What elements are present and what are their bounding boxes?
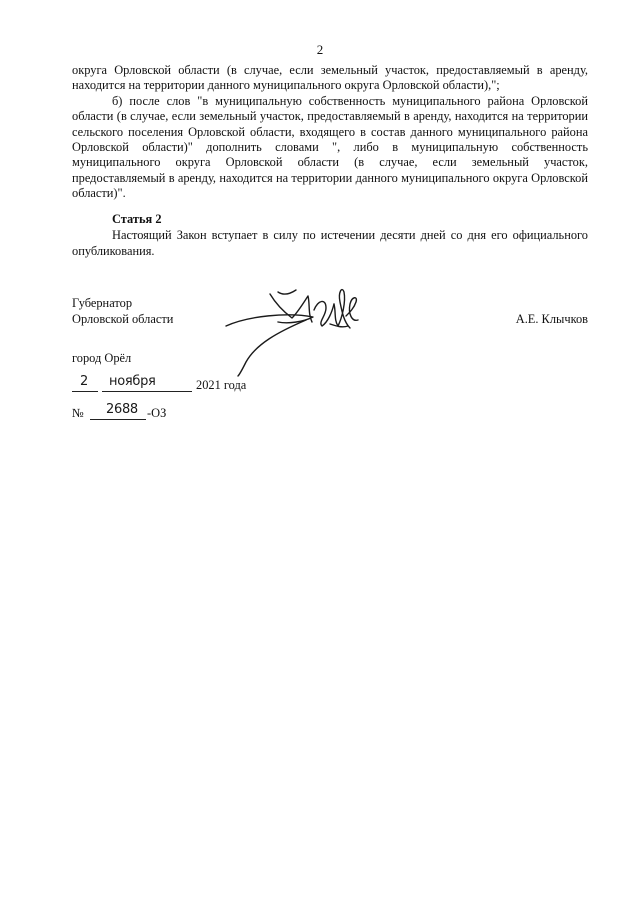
date-day: 2: [80, 374, 88, 389]
paragraph-continuation: округа Орловской области (в случае, если земельный участок, предоставляемый в аренду, находится на территории данного муниципального округа Орловской области),";: [72, 63, 588, 93]
article-text: Настоящий Закон вступает в силу по истечении десяти дней со дня его официального опубликования.: [72, 228, 588, 258]
signatory-name: А.Е. Клычков: [515, 312, 588, 326]
date-year: 2021 года: [196, 378, 247, 392]
number-sign: №: [72, 406, 84, 420]
city-label: город Орёл: [72, 351, 132, 365]
page-number: 2: [316, 42, 324, 57]
signatory-position-line1: Губернатор: [72, 296, 133, 310]
handwritten-signature: [218, 282, 368, 377]
law-number-suffix: -ОЗ: [147, 406, 167, 420]
date-month: ноября: [109, 374, 156, 389]
paragraph-b: б) после слов "в муниципальную собственность муниципального района Орловской области (в случае, если земельный участок, предоставляемый в аренду, находится на территории сельского поселения Орловской области, входящего в состав данного муниципального района Орловской области)" дополнить словами ", либо в муниципальную собственность муниципального округа Орловской области (в случае, если земельный участок, предоставляемый в аренду, находится на территории данного муниципального округа Орловской области)".: [72, 93, 588, 201]
law-number-value: 2688: [106, 402, 138, 417]
article-title: Статья 2: [112, 212, 162, 226]
article-section: [72, 212, 588, 259]
signatory-position: [72, 295, 173, 327]
signatory-position-line2: Орловской области: [72, 312, 174, 326]
law-number: [72, 402, 272, 423]
document-body: [72, 63, 588, 202]
signing-date: [72, 374, 272, 395]
